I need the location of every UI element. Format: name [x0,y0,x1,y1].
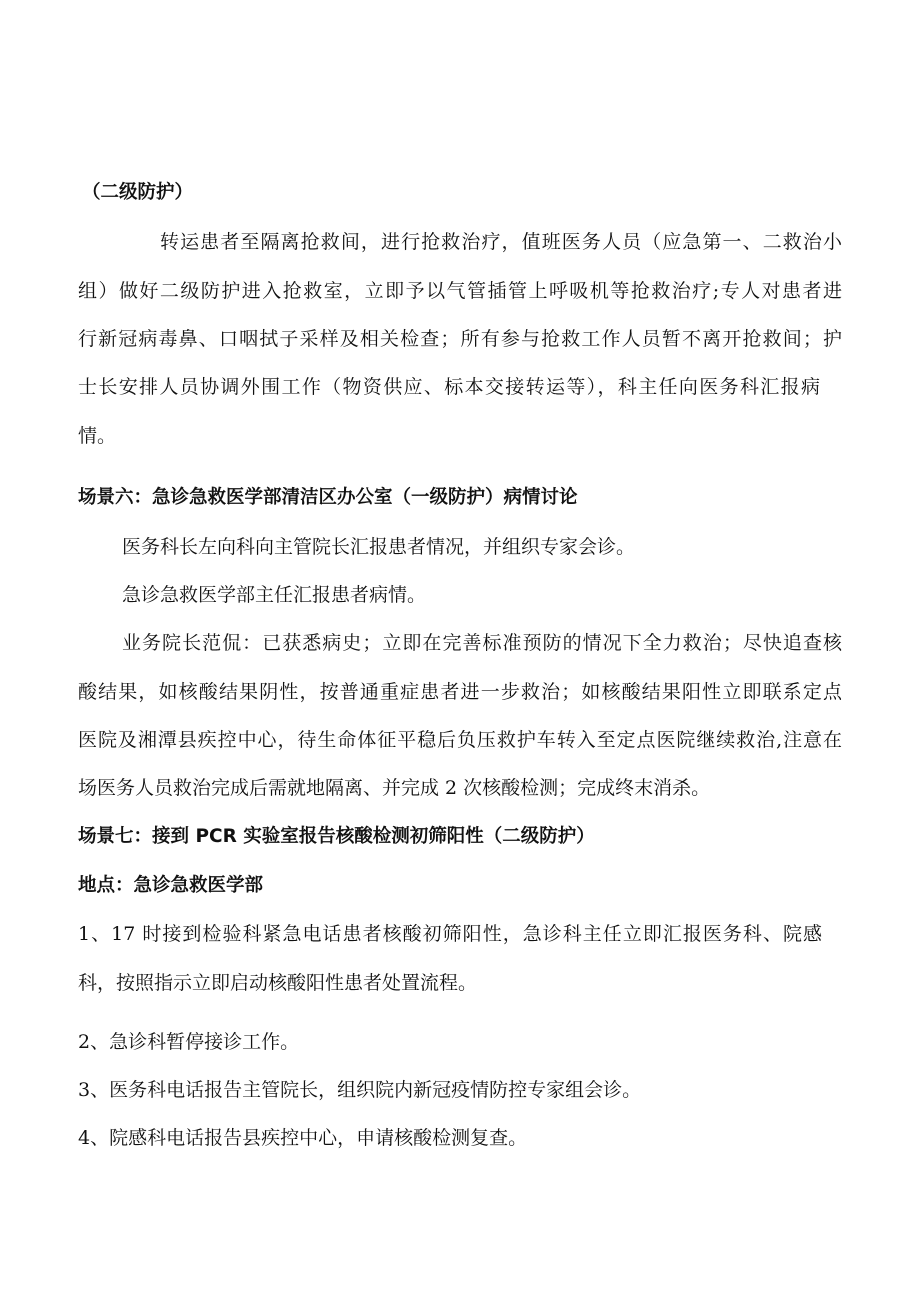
scene6-paragraph-line: 医院及湘潭县疾控中心，待生命体征平稳后负压救护车转入至定点医院继续救治,注意在 [78,729,842,751]
body-line: 转运患者至隔离抢救间，进行抢救治疗，值班医务人员（应急第一、二救治小 [160,231,842,253]
scene6-paragraph-line: 酸结果，如核酸结果阴性，按普通重症患者进一步救治；如核酸结果阳性立即联系定点 [78,681,842,703]
body-line: 情。 [78,425,117,447]
scene6-paragraph: 急诊急救医学部主任汇报患者病情。 [122,584,427,606]
scene7-list-item: 科，按照指示立即启动核酸阳性患者处置流程。 [78,972,478,994]
scene7-list-item: 2、急诊科暂停接诊工作。 [78,1031,300,1053]
scene7-location: 地点：急诊急救医学部 [78,875,264,896]
body-line: 士长安排人员协调外围工作（物资供应、标本交接转运等），科主任向医务科汇报病 [78,376,820,398]
scene7-heading: 场景七：接到 PCR 实验室报告核酸检测初筛阳性（二级防护） [78,826,595,847]
scene7-list-item: 3、医务科电话报告主管院长，组织院内新冠疫情防控专家组会诊。 [78,1079,642,1101]
body-line: 组）做好二级防护进入抢救室，立即予以气管插管上呼吸机等抢救治疗;专人对患者进 [78,280,842,302]
scene6-paragraph-line: 场医务人员救治完成后需就地隔离、并完成 2 次核酸检测；完成终末消杀。 [78,777,711,799]
scene6-paragraph-line: 业务院长范侃：已获悉病史；立即在完善标准预防的情况下全力救治；尽快追查核 [122,632,842,654]
scene7-list-item: 4、院感科电话报告县疾控中心，申请核酸检测复查。 [78,1127,528,1149]
scene6-paragraph: 医务科长左向科向主管院长汇报患者情况，并组织专家会诊。 [122,536,636,558]
scene7-list-item: 1、17 时接到检验科紧急电话患者核酸初筛阳性，急诊科主任立即汇报医务科、院感 [78,923,822,945]
scene6-heading: 场景六：急诊急救医学部清洁区办公室（一级防护）病情讨论 [78,487,578,508]
protection-level-heading: （二级防护） [82,182,194,203]
body-line: 行新冠病毒鼻、口咽拭子采样及相关检查；所有参与抢救工作人员暂不离开抢救间；护 [78,328,842,350]
